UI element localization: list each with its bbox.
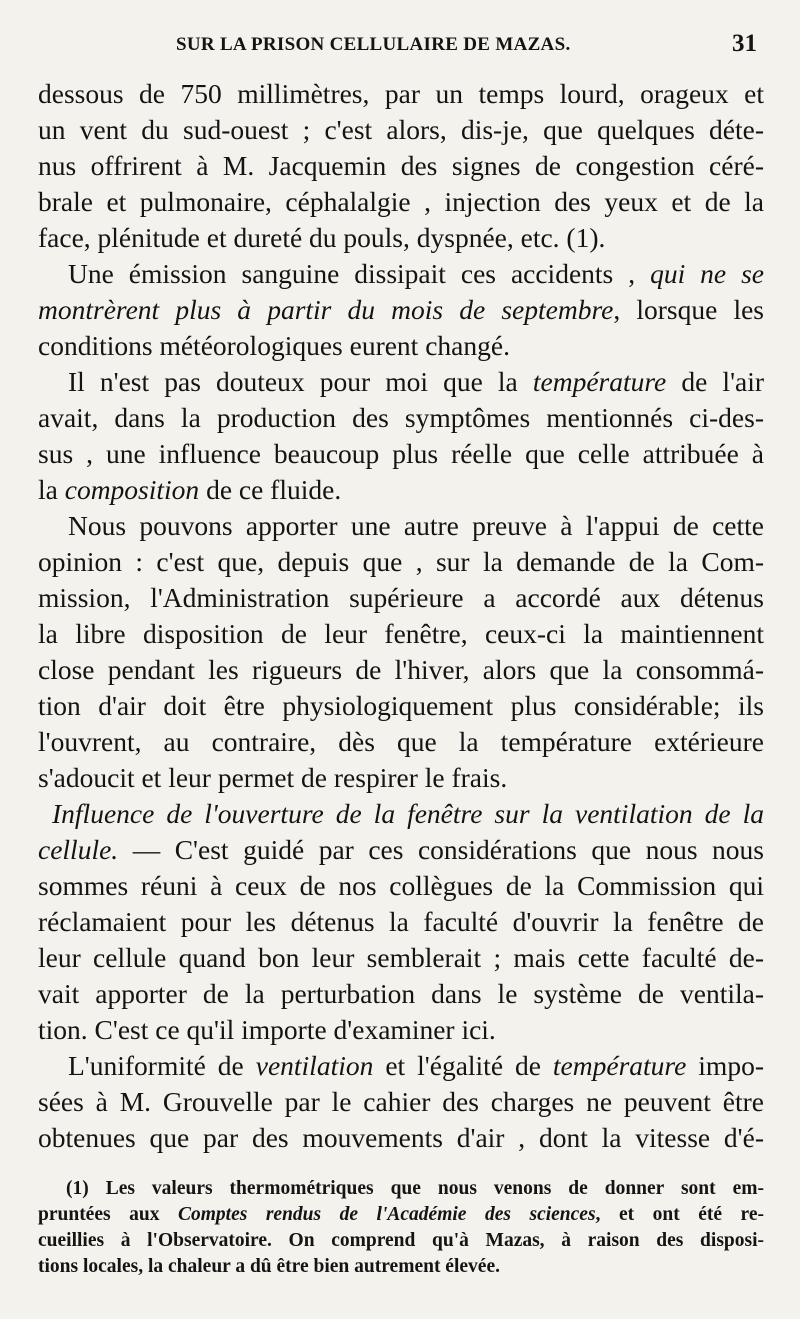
text-line: sus , une influence beaucoup plus réelle que celle attribuée à [38,438,764,469]
text-line: conditions météorologiques eurent changé. [38,330,510,361]
text-line: brale et pulmonaire, céphalalgie , injection des yeux et de la [38,186,764,217]
text-run: impo- [698,1050,764,1081]
footnote-line [38,1202,764,1228]
text-line: sommes réuni à ceux de nos collègues de la Commission qui [38,870,764,901]
italic-run: Comptes rendus de l'Académie des sciences [177,1204,596,1225]
italic-run: qui ne se [650,258,764,289]
page-header [0,28,800,68]
text-line: opinion : c'est que, depuis que , sur la demande de la Com- [38,546,764,577]
text-run: de l'air [681,366,765,397]
text-line: vait apporter de la perturbation dans le système de ventila- [38,978,764,1009]
section-heading [52,796,764,832]
text-line [68,1048,764,1084]
text-line: l'ouvrent, au contraire, dès que la température extérieure [38,726,764,757]
text-run: Il n'est pas douteux pour moi que la [68,366,518,397]
text-line: dessous de 750 millimètres, par un temps lourd, orageux et [38,78,764,109]
italic-run: cellule. [38,834,119,865]
italic-run: température [552,1050,687,1081]
text-line [68,364,764,400]
italic-run: température [532,366,667,397]
footnote-line: tions locales, la chaleur a dû être bien autrement élevée. [38,1256,500,1277]
text-run: L'uniformité de [68,1050,244,1081]
italic-run: Influence de l'ouverture de la fenêtre sur la ventilation de la [52,798,764,829]
text-line: s'adoucit et leur permet de respirer le frais. [38,762,508,793]
text-line: avait, dans la production des symptômes mentionnés ci-des- [38,402,764,433]
text-line: obtenues que par des mouvements d'air , dont la vitesse d'é- [38,1122,764,1153]
text-line [38,472,764,508]
text-line [38,292,764,328]
text-line: close pendant les rigueurs de l'hiver, alors que la consommá- [38,654,764,685]
text-run: , et ont été re- [595,1204,764,1225]
text-line: sées à M. Grouvelle par le cahier des charges ne peuvent être [38,1086,764,1117]
text-run: pruntées aux [38,1204,160,1225]
text-run: — C'est guidé par ces considérations que nous nous [118,834,764,865]
text-run: Une émission sanguine dissipait ces accidents , [68,258,636,289]
text-run: la [38,474,58,505]
text-line: réclamaient pour les détenus la faculté d'ouvrir la fenêtre de [38,906,764,937]
text-line: mission, l'Administration supérieure a accordé aux détenus [38,582,764,613]
text-line [38,832,764,868]
text-line: leur cellule quand bon leur semblerait ; mais cette faculté de- [38,942,764,973]
footnote-line: (1) Les valeurs thermométriques que nous venons de donner sont em- [66,1178,764,1199]
text-run: de ce fluide. [206,474,342,505]
text-line: Nous pouvons apporter une autre preuve à l'appui de cette [68,510,764,541]
text-run: , lorsque les [613,294,764,325]
footnote-line: cueillies à l'Observatoire. On comprend qu'à Mazas, à raison des disposi- [38,1230,764,1251]
italic-run: composition [64,474,200,505]
text-line: la libre disposition de leur fenêtre, ceux-ci la maintiennent [38,618,764,649]
text-line: tion. C'est ce qu'il importe d'examiner ici. [38,1014,496,1045]
text-line: face, plénitude et dureté du pouls, dyspnée, etc. (1). [38,222,606,253]
text-line: un vent du sud-ouest ; c'est alors, dis-je, que quelques déte- [38,114,764,145]
italic-run: ventilation [255,1050,374,1081]
text-line [68,256,764,292]
text-run: et l'égalité de [385,1050,541,1081]
text-line: nus offrirent à M. Jacquemin des signes de congestion céré- [38,150,764,181]
text-line: tion d'air doit être physiologiquement plus considérable; ils [38,690,764,721]
page-number: 31 [732,30,757,57]
italic-run: montrèrent plus à partir du mois de septembre [38,294,614,325]
running-title: SUR LA PRISON CELLULAIRE DE MAZAS. [176,34,571,55]
